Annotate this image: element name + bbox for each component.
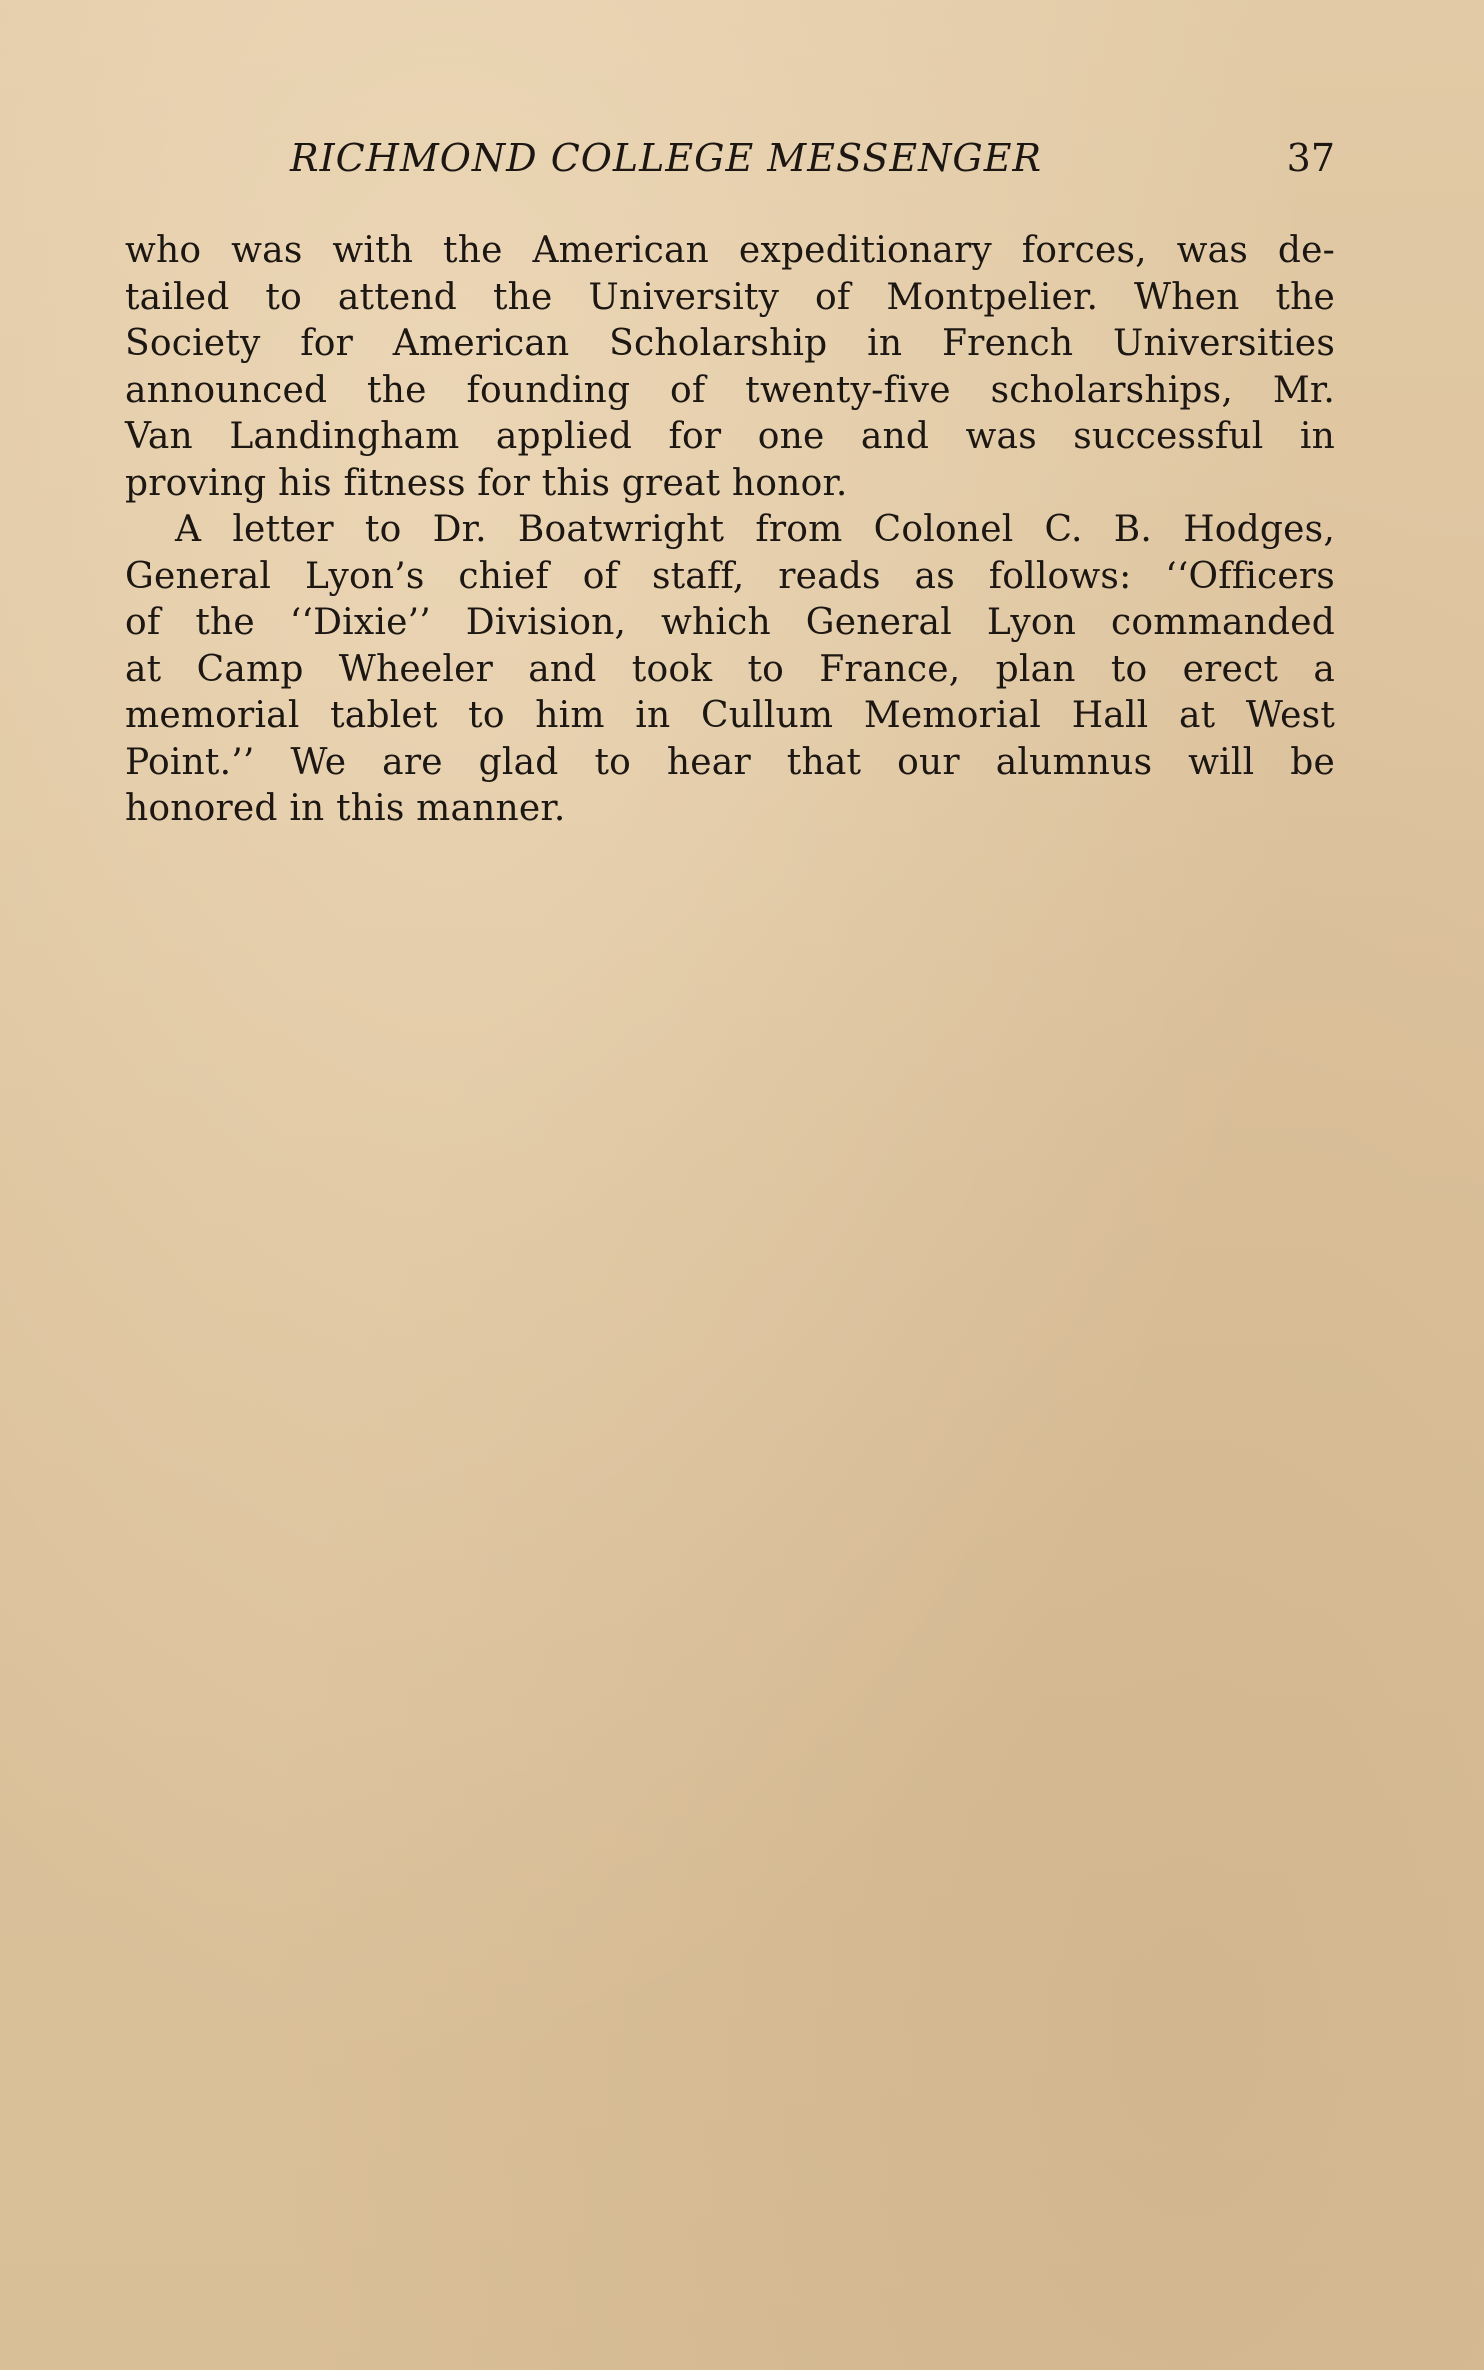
text-line: tailed to attend the University of Montpelier. When the	[125, 276, 1335, 318]
text-line: A letter to Dr. Boatwright from Colonel C. B. Hodges,	[175, 509, 1335, 550]
page-number: 37	[1286, 136, 1335, 180]
text-line: proving his fitness for this great honor.	[125, 462, 848, 504]
running-title: RICHMOND COLLEGE MESSENGER	[290, 136, 1043, 180]
text-line: Van Landingham applied for one and was successful in	[125, 416, 1335, 457]
text-line: announced the founding of twenty-five scholarships, Mr.	[125, 369, 1335, 411]
paragraph	[125, 507, 1335, 833]
text-line: of the ‘‘Dixie’’ Division, which General Lyon commanded	[125, 602, 1335, 643]
text-line: who was with the American expeditionary forces, was de-	[125, 230, 1335, 271]
text-line: General Lyon’s chief of staff, reads as follows: ‘‘Officers	[125, 555, 1335, 597]
running-head	[125, 128, 1335, 188]
text-line: honored in this manner.	[125, 788, 566, 829]
text-line: Society for American Scholarship in French Universities	[125, 323, 1335, 364]
body-text	[125, 228, 1335, 833]
text-line: at Camp Wheeler and took to France, plan to erect a	[125, 648, 1335, 690]
text-line: Point.’’ We are glad to hear that our alumnus will be	[125, 741, 1335, 783]
paragraph	[125, 228, 1335, 507]
text-line: memorial tablet to him in Cullum Memorial Hall at West	[125, 695, 1335, 736]
